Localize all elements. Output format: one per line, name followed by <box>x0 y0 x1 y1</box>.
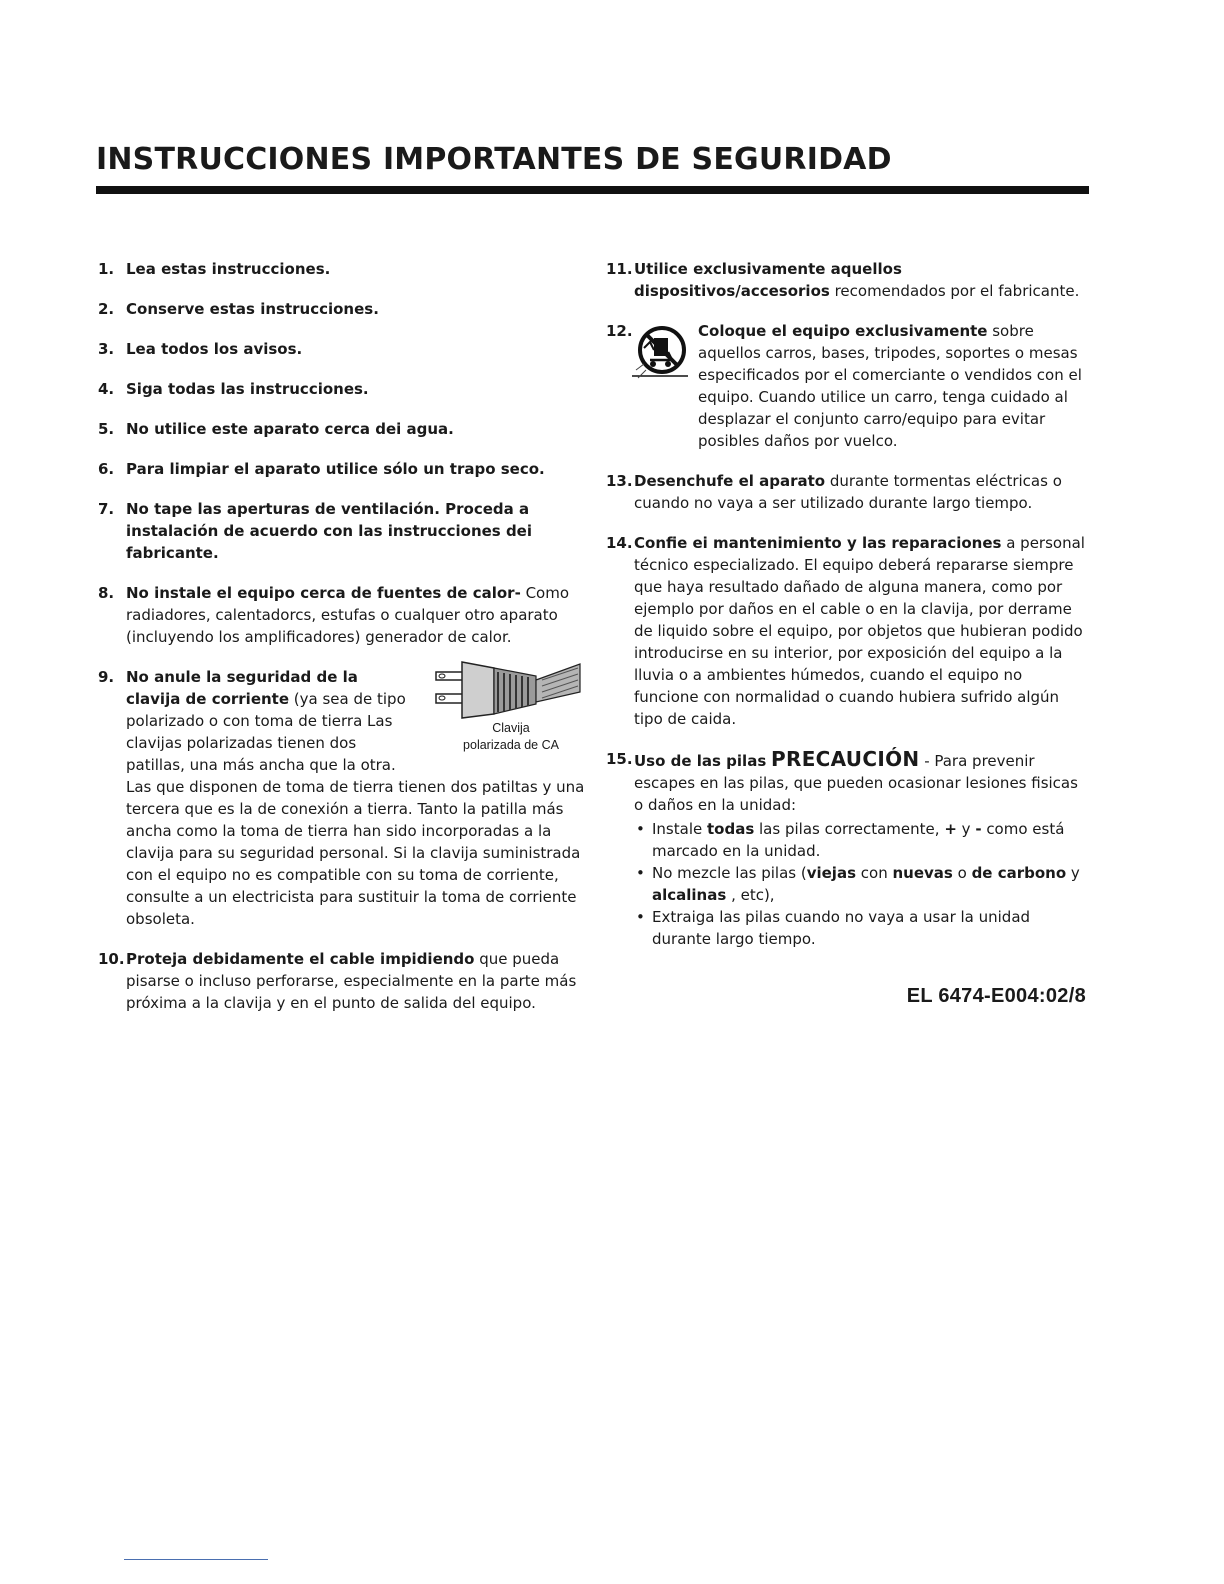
bullet-bold: de carbono <box>971 864 1067 882</box>
item-number: 11. <box>606 260 633 278</box>
plug-caption-line-1: Clavija <box>492 721 530 735</box>
item-body <box>126 948 586 1014</box>
item-heading: Uso de las pilas <box>634 752 767 770</box>
instruction-14 <box>606 532 1088 730</box>
item-number: 9. <box>98 668 115 686</box>
item-text: durante tormentas eléctricas o cuando no vaya a ser utilizado durante largo tiempo. <box>634 472 1062 512</box>
item-heading: Proteja debidamente el cable impidiendo <box>126 950 475 968</box>
item-heading: No instale el equipo cerca de fuentes de calor- <box>126 584 521 602</box>
item-body <box>634 258 1088 302</box>
item-text: sobre aquellos carros, bases, tripodes, soportes o mesas especificados por el comerciante o vendidos con el equipo. Cuando utilice un carro, tenga cuidado al desplazar el conjunto carro/equipo para evitar posibles daños por vuelco. <box>698 322 1082 450</box>
bullet-bold: + <box>944 820 957 838</box>
right-column <box>606 258 1088 968</box>
item-text: Lea todos los avisos. <box>126 340 303 358</box>
item-heading: Coloque el equipo exclusivamente <box>698 322 988 340</box>
item-body <box>634 320 1088 452</box>
instruction-13 <box>606 470 1088 514</box>
cart-warning-icon <box>630 320 690 382</box>
instruction-4 <box>98 378 586 400</box>
item-text: Como radiadores, calentadorcs, estufas o cualquer otro aparato (incluyendo los amplificadores) generador de calor. <box>126 584 570 646</box>
bullet-text: y <box>1066 864 1080 882</box>
item-body <box>126 582 586 648</box>
page-title: INSTRUCCIONES IMPORTANTES DE SEGURIDAD <box>96 142 892 177</box>
battery-bullets <box>634 818 1088 950</box>
bullet-bold: - <box>975 820 982 838</box>
footer-line <box>124 1559 268 1560</box>
item-text-wide: Las que disponen de toma de tierra tienen dos patiltas y una tercera que es la de conexión a tierra. Tanto la patilla más ancha como la toma de tierra han sido incorporadas a la clavija para su seguridad personal. Si la clavija suministrada con el equipo no es compatible con su toma de corriente, consulte a un electricista para sustituir la toma de corriente obsoleta. <box>126 778 585 928</box>
item-text: No tape las aperturas de ventilación. Proceda a instalación de acuerdo con las instrucciones dei fabricante. <box>126 500 532 562</box>
item-body <box>634 470 1088 514</box>
item-heading: Confie ei mantenimiento y las reparaciones <box>634 534 1002 552</box>
bullet-text: como está marcado en la unidad. <box>652 820 1065 860</box>
item-number: 6. <box>98 460 115 478</box>
item-number: 4. <box>98 380 115 398</box>
item-number: 2. <box>98 300 115 318</box>
item-number: 10. <box>98 950 125 968</box>
item-number: 12. <box>606 322 633 340</box>
item-number: 15. <box>606 750 633 768</box>
precaution-label: PRECAUCIÓN <box>771 747 920 771</box>
instruction-11 <box>606 258 1088 302</box>
document-code: EL 6474-E004:02/8 <box>906 985 1086 1007</box>
title-rule <box>96 186 1089 194</box>
instruction-6 <box>98 458 586 480</box>
instruction-8 <box>98 582 586 648</box>
instruction-3 <box>98 338 586 360</box>
bullet-text: Extraiga las pilas cuando no vaya a usar la unidad durante largo tiempo. <box>652 908 1031 948</box>
item-text: Lea estas instrucciones. <box>126 260 331 278</box>
item-text: No utilice este aparato cerca dei agua. <box>126 420 454 438</box>
item-number: 14. <box>606 534 633 552</box>
bullet-text: las pilas correctamente, <box>754 820 945 838</box>
item-number: 1. <box>98 260 115 278</box>
instruction-12 <box>606 320 1088 452</box>
instruction-1 <box>98 258 586 280</box>
bullet-text: Instale <box>652 820 707 838</box>
item-text: Para limpiar el aparato utilice sólo un trapo seco. <box>126 460 545 478</box>
item-number: 3. <box>98 340 115 358</box>
instruction-15 <box>606 748 1088 950</box>
bullet-bold: viejas <box>806 864 857 882</box>
item-number: 8. <box>98 584 115 602</box>
instruction-7 <box>98 498 586 564</box>
bullet-text: No mezcle las pilas ( <box>652 864 807 882</box>
item-body <box>634 532 1088 730</box>
bullet-bold: nuevas <box>892 864 953 882</box>
item-text: Conserve estas instrucciones. <box>126 300 379 318</box>
item-number: 7. <box>98 500 115 518</box>
bullet-text: y <box>956 820 976 838</box>
bullet-bold: todas <box>706 820 755 838</box>
instruction-9 <box>98 666 586 930</box>
plug-caption-line-2: polarizada de CA <box>463 738 559 752</box>
item-text: recomendados por el fabricante. <box>829 282 1080 300</box>
item-text: que pueda pisarse o incluso perforarse, especialmente en la parte más próxima a la clavija y en el punto de salida del equipo. <box>126 950 577 1012</box>
bullet-item <box>634 818 1088 862</box>
item-text: - Para prevenir escapes en las pilas, que pueden ocasionar lesiones fisicas o daños en la unidad: <box>634 752 1078 814</box>
item-body <box>634 748 1088 950</box>
bullet-text: o <box>952 864 972 882</box>
left-column <box>98 258 586 1032</box>
instruction-10 <box>98 948 586 1014</box>
item-heading: No anule la seguridad de la clavija de corriente <box>126 668 358 708</box>
bullet-text: con <box>856 864 893 882</box>
plug-caption <box>436 720 586 754</box>
item-heading: Desenchufe el aparato <box>634 472 826 490</box>
bullet-bold: alcalinas <box>652 886 727 904</box>
item-heading: Utilice exclusivamente aquellos dispositivos/accesorios <box>634 260 902 300</box>
item-number: 5. <box>98 420 115 438</box>
bullet-item <box>634 906 1088 950</box>
instruction-5 <box>98 418 586 440</box>
item-text: (ya sea de tipo polarizado o con toma de tierra Las clavijas polarizadas tienen dos patillas, una más ancha que la otra. <box>126 690 406 774</box>
bullet-item <box>634 862 1088 906</box>
bullet-text: , etc), <box>726 886 775 904</box>
polarized-plug-icon <box>432 658 582 720</box>
instruction-2 <box>98 298 586 320</box>
item-text: Siga todas las instrucciones. <box>126 380 369 398</box>
item-text: a personal técnico especializado. El equipo deberá repararse siempre que haya resultado dañado de alguna manera, como por ejemplo por daños en el cable o en la clavija, por derrame de liquido sobre el equipo, por objetos que hubieran podido introducirse en su interior, por exposición del equipo a la lluvia o a ambientes húmedos, cuando el equipo no funcione con normalidad o cuando hubiera sufrido algún tipo de caida. <box>634 534 1085 728</box>
item-number: 13. <box>606 472 633 490</box>
plug-figure <box>426 658 586 750</box>
